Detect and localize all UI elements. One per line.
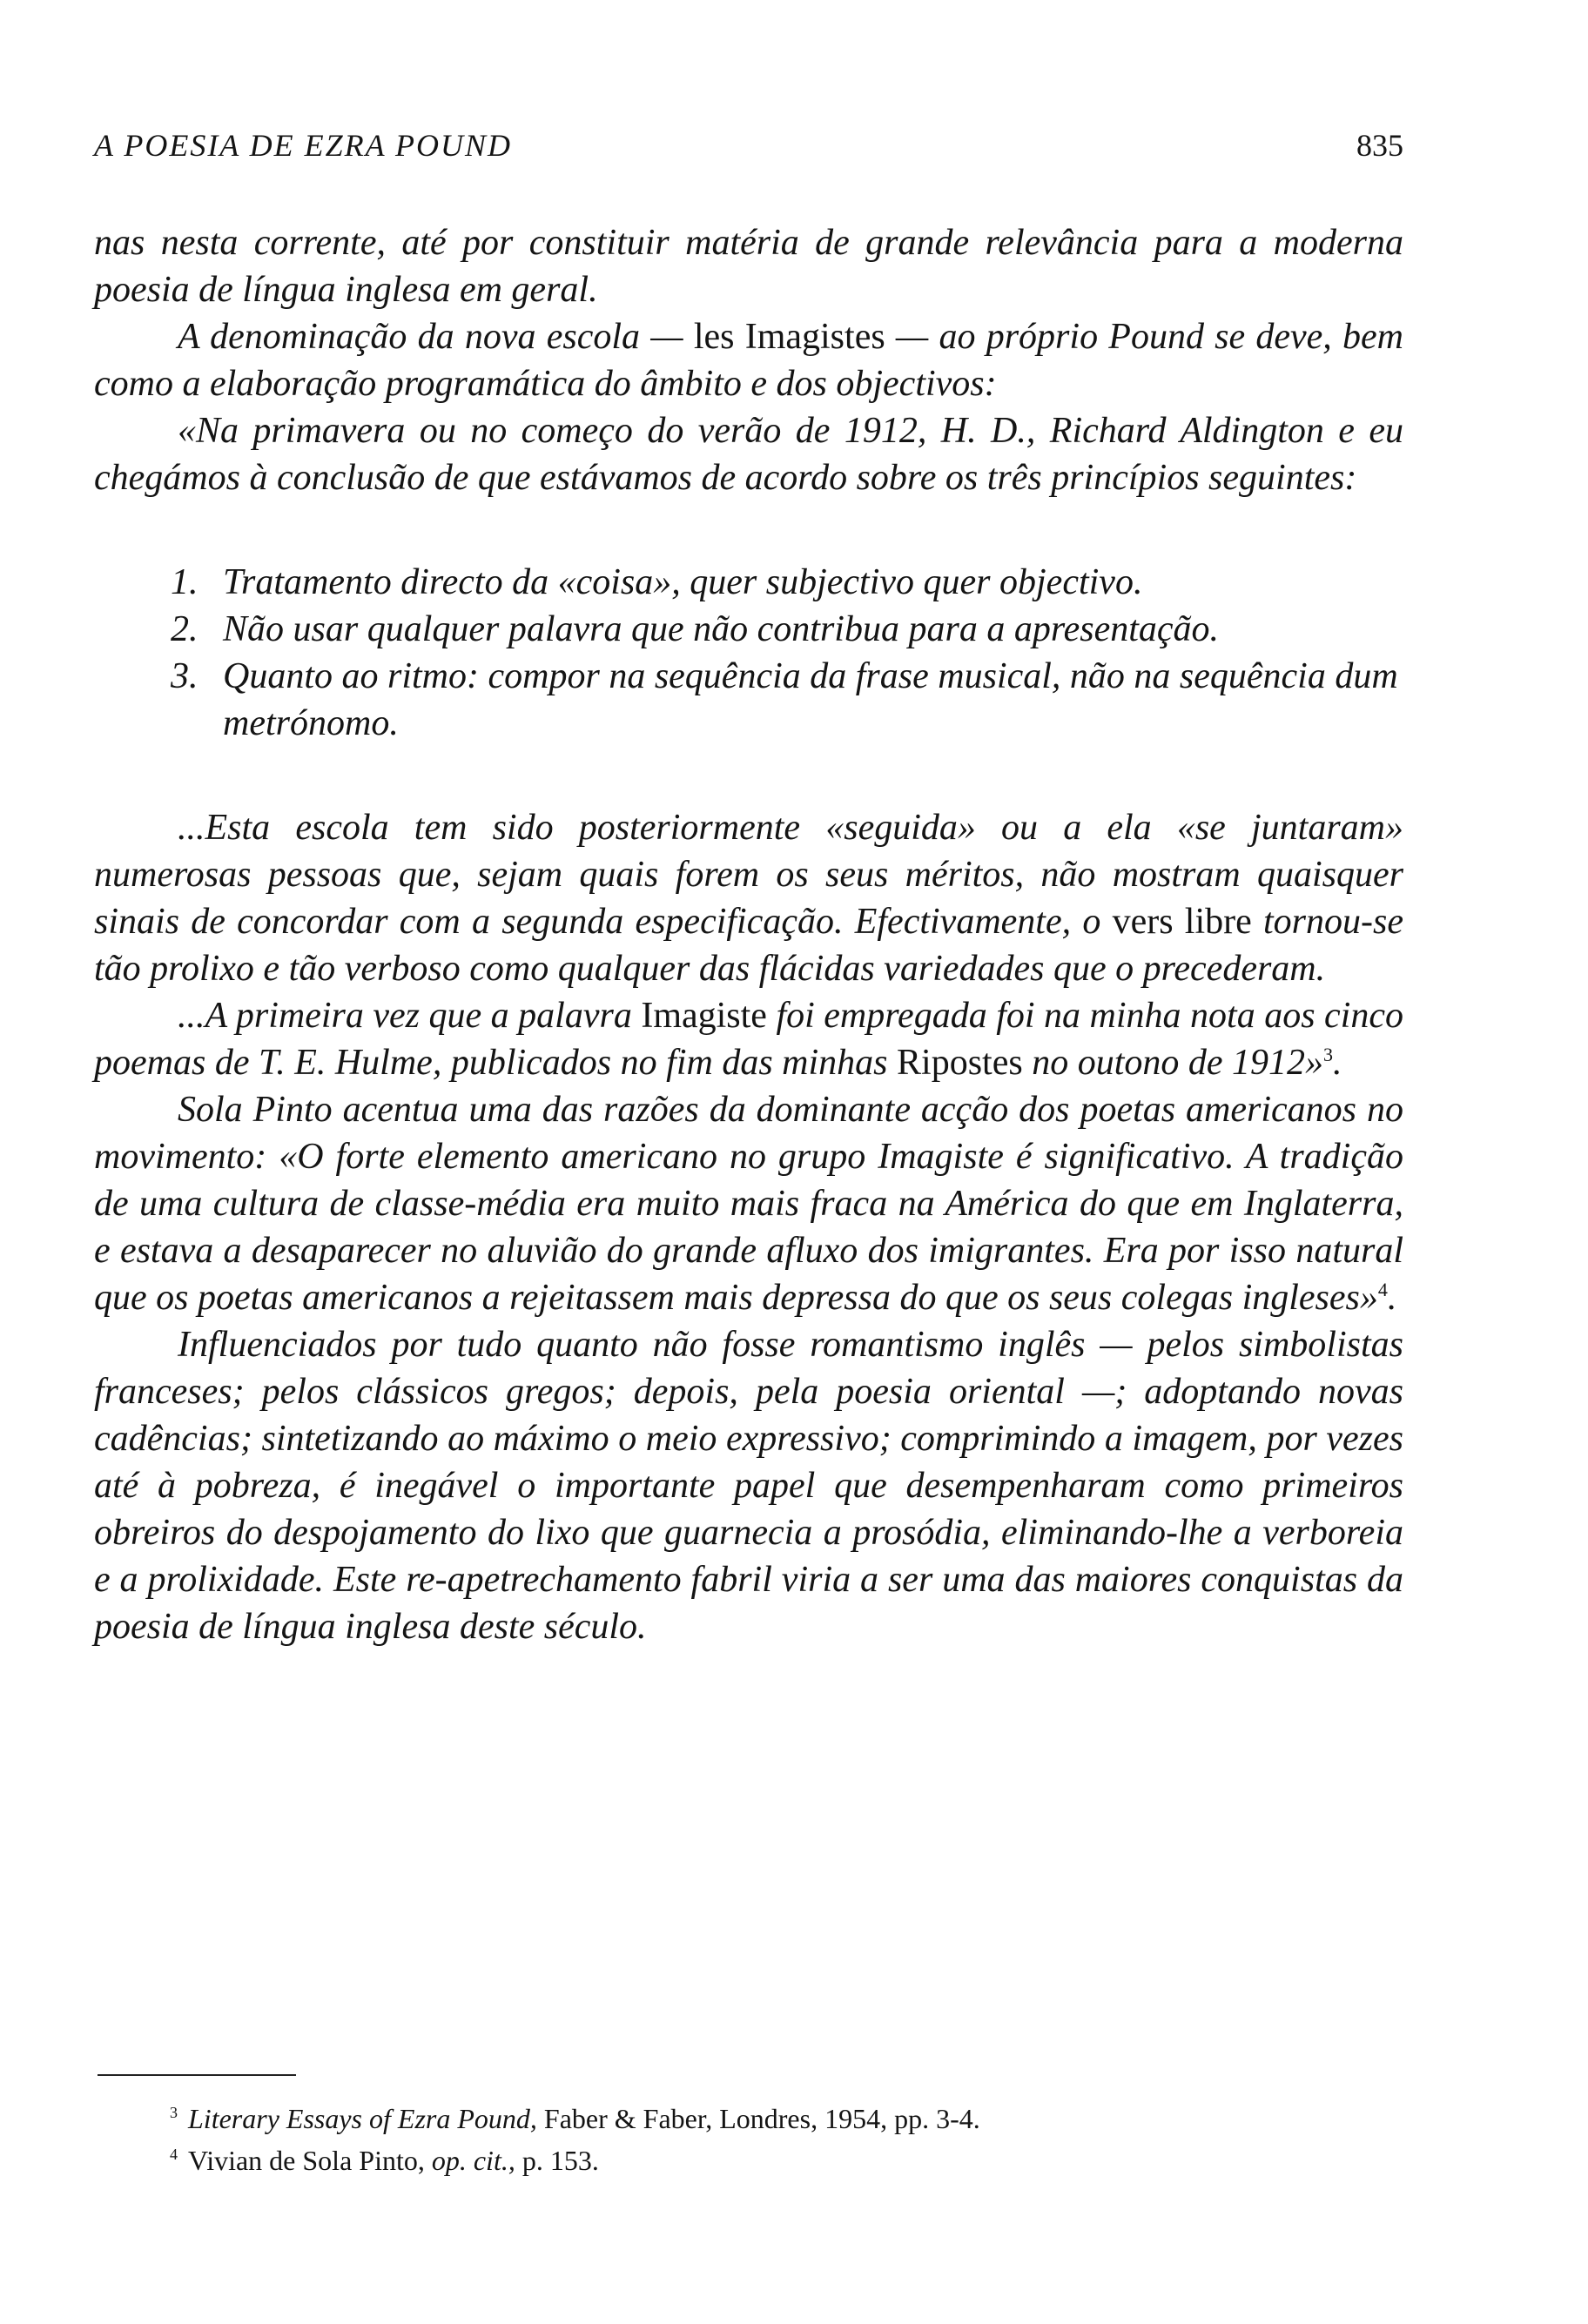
paragraph-6 [94,1086,1403,1321]
footnote-citation: Faber & Faber, Londres, 1954, pp. 3-4. [536,2103,980,2134]
list-item-text: Não usar qualquer palavra que não contribua para a apresentação. [223,609,1220,649]
footnote-4 [170,2139,980,2181]
list-item [94,559,1403,606]
running-header [94,127,1403,171]
footnote-divider [98,2074,296,2076]
footnote-op-cit: op. cit., [431,2145,515,2176]
paragraph-4 [94,804,1403,992]
vers-libre-term: vers libre [1112,902,1252,942]
paragraph-5-part-e: no outono de 1912» [1022,1043,1324,1083]
paragraph-5 [94,992,1403,1086]
paragraph-5-part-a: ...A primeira vez que a palavra [178,996,642,1036]
paragraph-2-part-c: — ao próprio Pound se deve, bem como a elaboração programática do âmbito e dos objectivos: [94,317,1404,404]
footnote-mark: 4 [170,2146,178,2164]
paragraph-5-part-c: foi empregada foi na minha nota aos cinco poemas de T. E. Hulme, publicados no fim das minhas [94,996,1403,1083]
paragraph-6-text: Sola Pinto acentua uma das razões da dominante acção dos poetas americanos no movimento: «O forte elemento americano no grupo Imagiste é significativo. A tradição de uma cultura de classe-média era muito mais fraca na América do que em Inglaterra, e estava a desaparecer no aluvião do grande afluxo dos imigrantes. Era por isso natural que os poetas americanos a rejeitassem mais depressa do que os seus colegas ingleses» [94,1090,1403,1318]
list-item-number: 1. [171,562,198,602]
ripostes-title: Ripostes [897,1043,1023,1083]
paragraph-4-part-c: tornou-se tão prolixo e tão verboso como qualquer das flácidas variedades que o precederam. [94,902,1403,989]
footnotes [170,2098,980,2181]
principles-list [94,559,1403,747]
list-item [94,606,1403,653]
footnote-author: Vivian de Sola Pinto, [188,2145,432,2176]
list-item-number: 3. [171,656,198,696]
footnote-book-title: Literary Essays of Ezra Pound, [188,2103,537,2134]
footnote-mark: 3 [170,2104,178,2122]
footnote-ref-4: 4 [1377,1279,1388,1300]
paragraph-4-part-a: ...Esta escola tem sido posteriormente «seguida» ou a ela «se juntaram» numerosas pessoas que, sejam quais forem os seus méritos, não mostram quaisquer sinais de concordar com a segunda especificação. Efectivamente, o [94,808,1403,942]
body-text [94,219,1403,1650]
paragraph-2 [94,313,1403,407]
list-item [94,653,1403,747]
paragraph-7: Influenciados por tudo quanto não fosse romantismo inglês — pelos simbolistas franceses; pelos clássicos gregos; depois, pela poesia oriental —; adoptando novas cadências; sintetizando ao máximo o meio expressivo; comprimindo a imagem, por vezes até à pobreza, é inegável o importante papel que desempenharam como primeiros obreiros do despojamento do lixo que guarnecia a prosódia, eliminando-lhe a verboreia e a prolixidade. Este re-apetrechamento fabril viria a ser uma das maiores conquistas da poesia de língua inglesa deste século. [94,1325,1403,1647]
running-head-title: A POESIA DE EZRA POUND [94,128,512,163]
footnote-3 [170,2098,980,2139]
quote-paragraph: «Na primavera ou no começo do verão de 1912, H. D., Richard Aldington e eu chegámos à conclusão de que estávamos de acordo sobre os três princípios seguintes: [94,411,1403,498]
list-item-text: Tratamento directo da «coisa», quer subjectivo quer objectivo. [223,562,1143,602]
paragraph-2-part-a: A denominação da nova escola — [178,317,694,357]
list-item-text: Quanto ao ritmo: compor na sequência da frase musical, não na sequência dum metrónomo. [223,656,1398,743]
imagiste-term: Imagiste [641,996,767,1036]
list-item-number: 2. [171,609,198,649]
les-imagistes-term: les Imagistes [693,317,885,357]
footnote-page: p. 153. [515,2145,599,2176]
footnote-ref-3: 3 [1323,1044,1334,1065]
page-number: 835 [1356,128,1403,163]
paragraph-6-end: . [1387,1278,1397,1318]
paragraph-5-end: . [1333,1043,1342,1083]
paragraph-1: nas nesta corrente, até por constituir matéria de grande relevância para a moderna poesia de língua inglesa em geral. [94,223,1403,310]
